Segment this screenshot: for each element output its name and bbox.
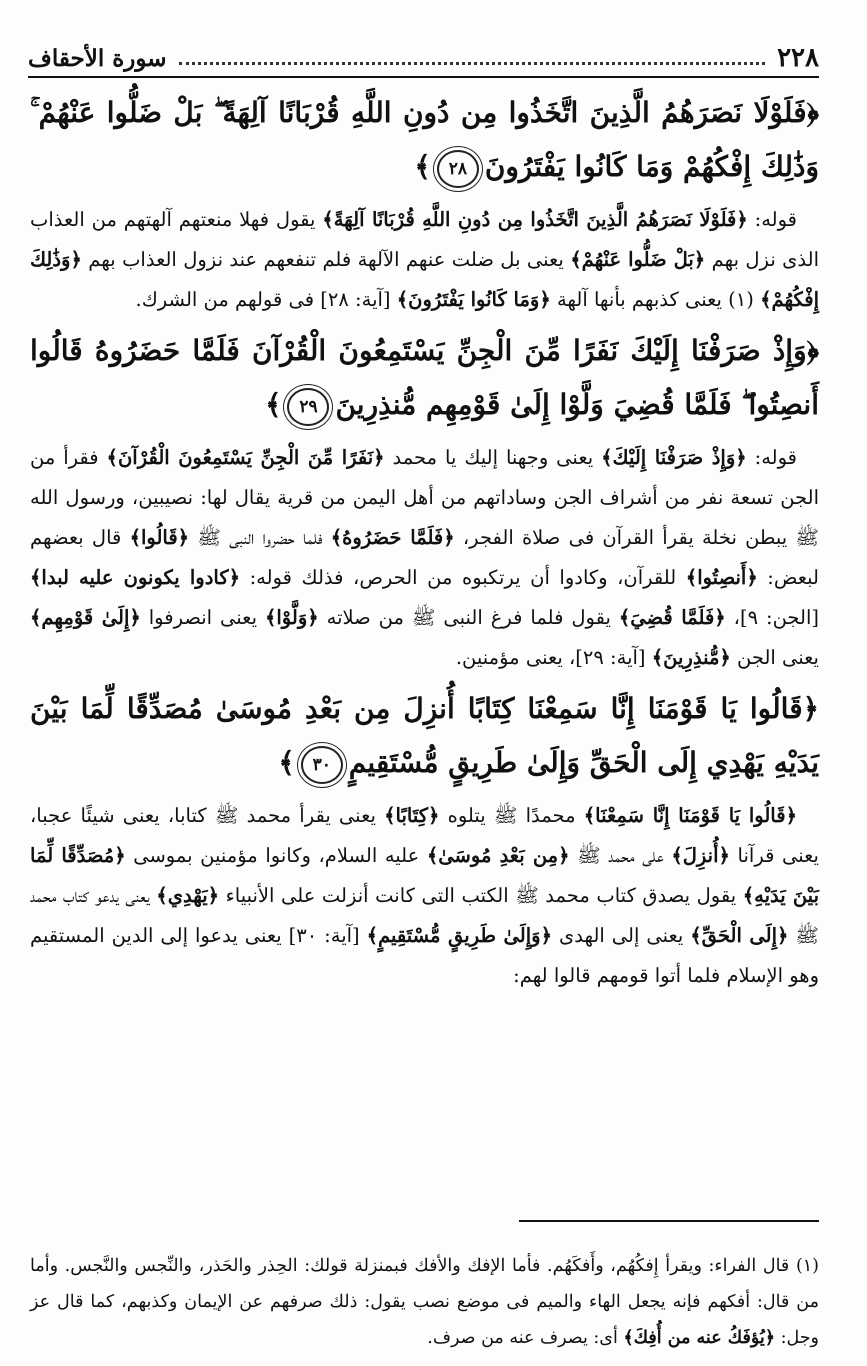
footnote-quote: ﴿يُؤفَكُ عنه من أُفِكَ﴾ (623, 1327, 776, 1348)
footnote-text: قال الفراء: ويقرأ إِفكُهُم، وأَفكَهُم. فأما الإفك والأفك فبمنزلة قولك: الحِذر والحَذر، والنِّجس والنَّجس. وأما من قال: أفكهم فإنه يجعل الهاء والميم فى موضع نصب يقول: ذلك صرفهم عن الإيمان وكذبهم، كما قال عز وجل: (30, 1255, 819, 1348)
quran-quote: ﴿وَلَّوْا﴾ (264, 606, 319, 629)
commentary-text: يقول فهلا منعتهم آلهتهم من العذاب الذى نزل بهم (30, 208, 819, 271)
quran-quote: ﴿مُّنذِرِينَ﴾ (651, 646, 731, 669)
quran-quote: ﴿أُنزِلَ﴾ (671, 844, 730, 867)
quran-quote: ﴿مِن بَعْدِ مُوسَىٰ﴾ (426, 844, 570, 867)
quran-quote: ﴿يَهْدِي﴾ (156, 884, 220, 907)
quran-quote: ﴿وَإِذْ صَرَفْنَا إِلَيْكَ﴾ (601, 446, 747, 469)
verse-text: ﴿وَإِذْ صَرَفْنَا إِلَيْكَ نَفَرًا مِّنَ الْجِنِّ يَسْتَمِعُونَ الْقُرْآنَ فَلَمَّا حَضَرُوهُ قَالُوا أَنصِتُوا ۖ فَلَمَّا قُضِيَ وَلَّوْا إِلَىٰ قَوْمِهِم مُّنذِرِينَ (30, 334, 819, 421)
commentary-text: (١) يعنى كذبهم بأنها آلهة (550, 288, 761, 311)
verse-close-bracket: ﴾ (414, 150, 431, 183)
cross-reference-quote: ﴿كادوا يكونون عليه لبدا﴾ (30, 566, 241, 589)
quran-quote: ﴿بَلْ ضَلُّوا عَنْهُمْ﴾ (570, 248, 706, 271)
verse-28 (30, 82, 819, 200)
page-content (30, 82, 819, 996)
surah-title: سورة الأحقاف (28, 44, 167, 72)
commentary-text: [آية: ٣٠] يعنى يدعوا إلى الدين المستقيم وهو الإسلام فلما أتوا قومهم قالوا لهم: (30, 924, 819, 987)
commentary-paragraph-3 (30, 796, 819, 996)
quran-quote: ﴿وَمَا كَانُوا يَفْتَرُونَ﴾ (396, 288, 551, 311)
page-number: ٢٢٨ (777, 43, 819, 73)
footnote-text: أى: يصرف عنه من صرف. (427, 1327, 624, 1348)
commentary-text: محمدًا ﷺ يتلوه (439, 804, 584, 827)
commentary-text: [آية: ٢٩]، يعنى مؤمنين. (455, 646, 652, 669)
commentary-text: يعنى يدعو كتاب محمد ﷺ (30, 884, 819, 947)
commentary-text: على محمد ﷺ (569, 844, 672, 867)
quran-quote: ﴿إِلَى الْحَقِّ﴾ (690, 924, 789, 947)
commentary-text: [آية: ٢٨] فى قولهم من الشرك. (135, 288, 397, 311)
quran-quote: ﴿إِلَىٰ قَوْمِهِم﴾ (30, 606, 141, 629)
verse-close-bracket: ﴾ (265, 388, 282, 421)
quran-quote: ﴿كِتَابًا﴾ (384, 804, 440, 827)
verse-text: ﴿قَالُوا يَا قَوْمَنَا إِنَّا سَمِعْنَا كِتَابًا أُنزِلَ مِن بَعْدِ مُوسَىٰ مُصَدِّقًا لِّمَا بَيْنَ يَدَيْهِ يَهْدِي إِلَى الْحَقِّ وَإِلَىٰ طَرِيقٍ مُّسْتَقِيمٍ (30, 692, 819, 779)
commentary-text: [الجن: ٩]، (725, 606, 819, 629)
commentary-text: قوله: (746, 446, 798, 469)
verse-text: ﴿فَلَوْلَا نَصَرَهُمُ الَّذِينَ اتَّخَذُوا مِن دُونِ اللَّهِ قُرْبَانًا آلِهَةً ۖ بَلْ ضَلُّوا عَنْهُمْ ۚ وَذَٰلِكَ إِفْكُهُمْ وَمَا كَانُوا يَفْتَرُونَ (30, 96, 819, 183)
verse-number-ornament: ٢٨ (437, 150, 479, 188)
commentary-text: يقول فلما فرغ النبى ﷺ من صلاته (318, 606, 619, 629)
footnote-separator (519, 1220, 819, 1222)
commentary-text: يعنى إلى الهدى (552, 924, 691, 947)
verse-number-ornament: ٣٠ (301, 746, 343, 784)
page-header (28, 40, 819, 78)
header-dotted-leader (179, 62, 766, 65)
commentary-text: قال بعضهم لبعض: (30, 526, 820, 589)
verse-30 (30, 678, 819, 796)
commentary-text: عليه السلام، وكانوا مؤمنين بموسى (125, 844, 427, 867)
commentary-text: يقول يصدق كتاب محمد ﷺ الكتب التى كانت أنزلت على الأنبياء (219, 884, 743, 907)
commentary-text: يعنى يقرأ محمد ﷺ كتابا، يعنى شيئًا عجبا، يعنى قرآنا (30, 804, 819, 867)
commentary-text: يعنى وجهنا إليك يا محمد (384, 446, 602, 469)
commentary-text: قوله: (747, 208, 797, 231)
verse-number-ornament: ٢٩ (287, 388, 329, 426)
commentary-paragraph-1 (30, 200, 819, 320)
quran-quote: ﴿أَنصِتُوا﴾ (685, 566, 758, 589)
verse-close-bracket: ﴾ (278, 746, 295, 779)
quran-quote: ﴿فَلَوْلَا نَصَرَهُمُ الَّذِينَ اتَّخَذُوا مِن دُونِ اللَّهِ قُرْبَانًا آلِهَةً﴾ (322, 208, 748, 231)
quran-quote: ﴿نَفَرًا مِّنَ الْجِنِّ يَسْتَمِعُونَ الْقُرْآنَ﴾ (106, 446, 385, 469)
quran-quote: ﴿وَإِلَىٰ طَرِيقٍ مُّسْتَقِيمٍ﴾ (366, 924, 552, 947)
quran-quote: ﴿مُصَدِّقًا لِّمَا بَيْنَ يَدَيْهِ﴾ (30, 844, 819, 907)
footnote (30, 1248, 819, 1356)
commentary-text: للقرآن، وكادوا أن يرتكبوه من الحرص، فذلك قوله: (240, 566, 686, 589)
commentary-text: يعنى انصرفوا (140, 606, 265, 629)
commentary-paragraph-2 (30, 438, 819, 678)
quran-quote: ﴿فَلَمَّا قُضِيَ﴾ (618, 606, 726, 629)
commentary-text: فلما حضروا النبى ﷺ (189, 526, 331, 549)
verse-29 (30, 320, 819, 438)
quran-quote: ﴿قَالُوا يَا قَوْمَنَا إِنَّا سَمِعْنَا﴾ (583, 804, 797, 827)
quran-quote: ﴿قَالُوا﴾ (129, 526, 190, 549)
commentary-text: يعنى بل ضلت عنهم الآلهة فلم تنفعهم عند نزول العذاب بهم (81, 248, 571, 271)
quran-quote: ﴿وَذَٰلِكَ إِفْكُهُمْ﴾ (30, 248, 819, 311)
commentary-text: يعنى الجن (730, 646, 819, 669)
commentary-text: فقرأ من الجن تسعة نفر من أشراف الجن وساداتهم من أهل اليمن من قرية يقال لها: نصيبين، ورسول الله ﷺ يبطن نخلة يقرأ القرآن فى صلاة الفجر، (30, 446, 819, 549)
quran-quote: ﴿فَلَمَّا حَضَرُوهُ﴾ (330, 526, 455, 549)
footnote-marker: (١) (795, 1255, 819, 1276)
